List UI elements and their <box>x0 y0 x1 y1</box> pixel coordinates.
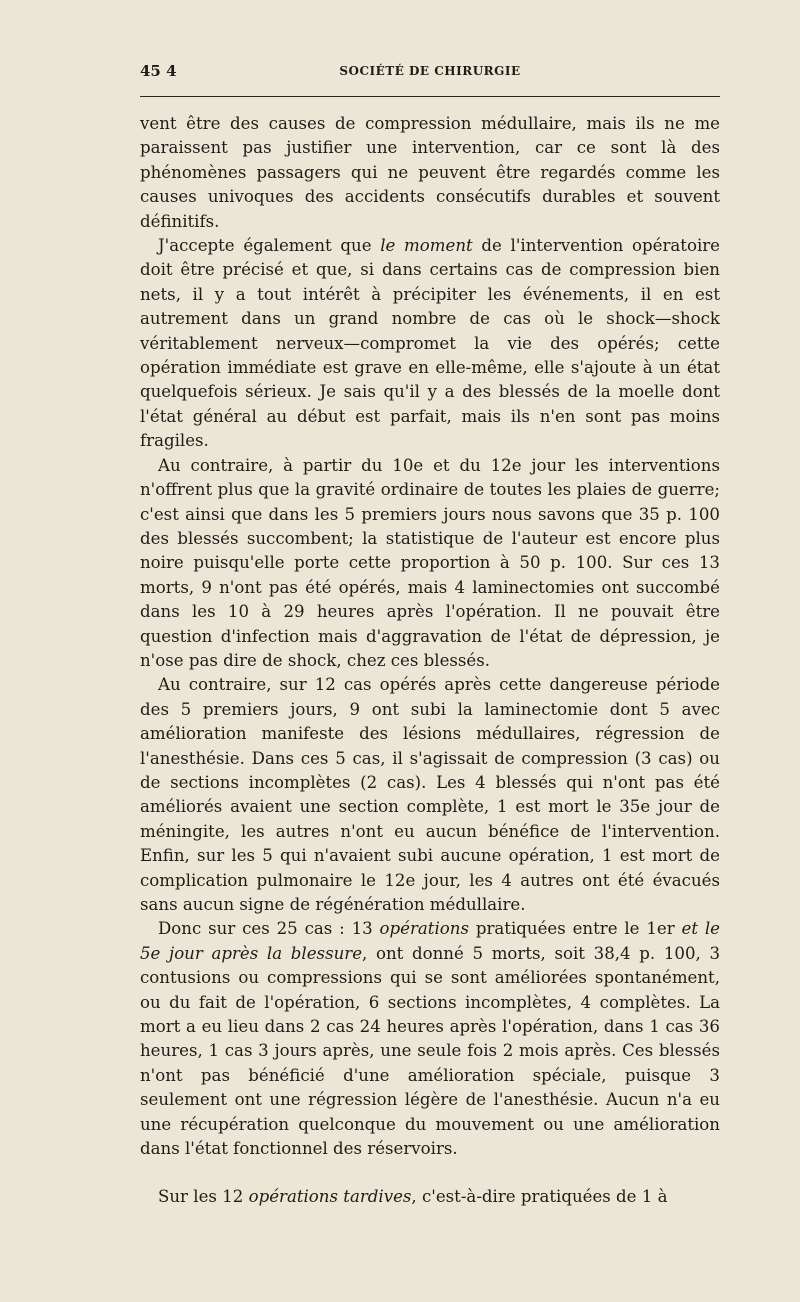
body-text <box>140 112 720 1210</box>
page-header <box>140 58 720 86</box>
paragraph: Donc sur ces 25 cas : 13 opérations pratiquées entre le 1er et le 5e jour après la blessure, ont donné 5 morts, soit 38,4 p. 100, 3 contusions ou compressions qui se sont améliorées spontanément, ou du fait de l'opération, 6 sections incomplètes, 4 complètes. La mort a eu lieu dans 2 cas 24 heures après l'opération, dans 1 cas 36 heures, 1 cas 3 jours après, une seule fois 2 mois après. Ces blessés n'ont pas bénéficié d'une amélioration spéciale, puisque 3 seulement ont une régression légère de l'anesthésie. Aucun n'a eu une récupération quelconque du mouvement ou une amélioration dans l'état fonctionnel des réservoirs. <box>140 919 721 1159</box>
header-rule <box>140 96 720 97</box>
running-title: SOCIÉTÉ DE CHIRURGIE <box>339 64 521 78</box>
paragraph: Sur les 12 opérations tardives, c'est-à-dire pratiquées de 1 à <box>158 1187 668 1207</box>
page-number: 45 4 <box>140 62 177 80</box>
paragraph: Au contraire, sur 12 cas opérés après cette dangereuse période des 5 premiers jours, 9 ont subi la laminectomie dont 5 avec amélioration manifeste des lésions médullaires, régression de l'anesthésie. Dans ces 5 cas, il s'agissait de compression (3 cas) ou de sections incomplètes (2 cas). Les 4 blessés qui n'ont pas été améliorés avaient une section complète, 1 est mort le 35e jour de méningite, les autres n'ont eu aucun bénéfice de l'intervention. Enfin, sur les 5 qui n'avaient subi aucune opération, 1 est mort de complication pulmonaire le 12e jour, les 4 autres ont été évacués sans aucun signe de régénération médullaire. <box>140 675 720 914</box>
paragraph: vent être des causes de compression médullaire, mais ils ne me paraissent pas justifier une intervention, car ce sont là des phénomènes passagers qui ne peuvent être regardés comme les causes univoques des accidents consécutifs durables et souvent définitifs. <box>140 114 720 231</box>
paragraph: J'accepte également que le moment de l'intervention opératoire doit être précisé et que, si dans certains cas de compression bien nets, il y a tout intérêt à précipiter les événements, il en est autrement dans un grand nombre de cas où le shock—shock véritablement nerveux—compromet la vie des opérés; cette opération immédiate est grave en elle-même, elle s'ajoute à un état quelquefois sérieux. Je sais qu'il y a des blessés de la moelle dont l'état général au début est parfait, mais ils n'en sont pas moins fragiles. <box>140 236 721 451</box>
paragraph: Au contraire, à partir du 10e et du 12e jour les interventions n'offrent plus que la gravité ordinaire de toutes les plaies de guerre; c'est ainsi que dans les 5 premiers jours nous savons que 35 p. 100 des blessés succombent; la statistique de l'auteur est encore plus noire puisqu'elle porte cette proportion à 50 p. 100. Sur ces 13 morts, 9 n'ont pas été opérés, mais 4 laminectomies ont succombé dans les 10 à 29 heures après l'opération. Il ne pouvait être question d'infection mais d'aggravation de l'état de dépression, je n'ose pas dire de shock, chez ces blessés. <box>140 455 720 670</box>
